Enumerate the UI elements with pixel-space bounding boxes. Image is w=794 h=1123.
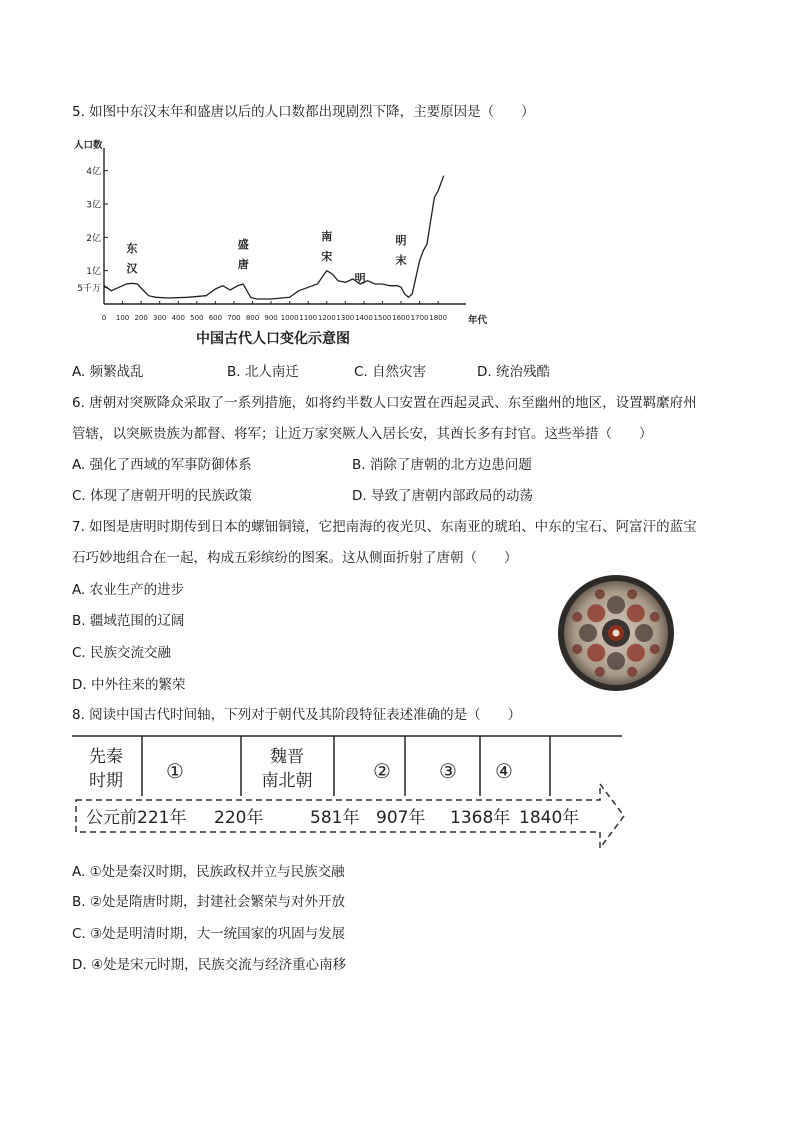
q8-stem: 8. 阅读中国古代时间轴，下列对于朝代及其阶段特征表述准确的是（ ） <box>72 707 522 723</box>
chart-annotation: 宋 <box>321 250 333 263</box>
x-tick-label: 1100 <box>299 314 318 322</box>
population-chart <box>68 134 488 344</box>
q8-option-a: A. ①处是秦汉时期，民族政权并立与民族交融 <box>72 864 345 880</box>
mirror-petal <box>572 644 582 654</box>
q7-option-d: D. 中外往来的繁荣 <box>72 677 186 693</box>
timeline-label-4: ④ <box>495 759 513 783</box>
x-tick-label: 800 <box>245 314 260 322</box>
q6-option-c: C. 体现了唐朝开明的民族政策 <box>72 488 253 504</box>
q5-option-d: D. 统治残酷 <box>477 364 550 380</box>
x-axis-label: 年代 <box>468 315 488 326</box>
x-tick-label: 300 <box>153 314 167 322</box>
timeline-label-pre-qin-2: 时期 <box>89 771 123 791</box>
x-tick-label: 100 <box>115 314 130 322</box>
y-tick-label: 5千万 <box>77 283 101 294</box>
chart-annotation: 东 <box>126 242 138 255</box>
timeline-year: 220年 <box>214 808 264 828</box>
mirror-image <box>557 574 675 692</box>
timeline <box>70 734 626 852</box>
mirror-petal <box>627 644 645 662</box>
mirror-petal <box>650 612 660 622</box>
y-tick-label: 2亿 <box>86 233 101 244</box>
mirror-petal <box>579 624 597 642</box>
q8-option-b: B. ②处是隋唐时期，封建社会繁荣与对外开放 <box>72 894 345 910</box>
timeline-year: 1368年 <box>450 808 511 828</box>
x-tick-label: 1500 <box>373 314 392 322</box>
q5-option-b: B. 北人南迁 <box>227 364 299 380</box>
timeline-label-3: ③ <box>439 759 457 783</box>
mirror-petal <box>635 624 653 642</box>
x-tick-label: 1600 <box>392 314 410 322</box>
timeline-year: 581年 <box>310 808 360 828</box>
q6-option-a: A. 强化了西域的军事防御体系 <box>72 457 252 473</box>
timeline-label-weijin: 魏晋 <box>270 747 304 767</box>
chart-annotation: 明 <box>354 272 366 285</box>
chart-title: 中国古代人口变化示意图 <box>196 331 350 347</box>
x-tick-label: 1200 <box>317 314 336 322</box>
q8-option-d: D. ④处是宋元时期，民族交流与经济重心南移 <box>72 957 347 973</box>
timeline-label-pre-qin: 先秦 <box>89 747 123 767</box>
q5-option-a: A. 频繁战乱 <box>72 364 144 380</box>
q7-option-a: A. 农业生产的进步 <box>72 582 185 598</box>
x-tick-label: 700 <box>227 314 241 322</box>
timeline-year: 907年 <box>376 808 426 828</box>
mirror-petal <box>627 667 637 677</box>
timeline-label-weijin-2: 南北朝 <box>261 771 313 791</box>
y-tick-label: 4亿 <box>86 167 101 178</box>
q7-stem-line2: 石巧妙地组合在一起，构成五彩缤纷的图案。这从侧面折射了唐朝（ ） <box>72 550 518 566</box>
timeline-year: 公元前221年 <box>86 808 187 828</box>
mirror-petal <box>572 612 582 622</box>
q6-option-d: D. 导致了唐朝内部政局的动荡 <box>352 488 533 504</box>
mirror-petal <box>587 604 605 622</box>
q7-option-b: B. 疆域范围的辽阔 <box>72 613 185 629</box>
mirror-petal <box>595 589 605 599</box>
chart-annotation: 明 <box>395 234 407 247</box>
q7-stem-line1: 7. 如图是唐明时期传到日本的螺钿铜镜，它把南海的夜光贝、东南亚的琥珀、中东的宝石、阿富汗的蓝宝 <box>72 519 697 535</box>
x-tick-label: 500 <box>190 314 204 322</box>
y-axis-label: 人口数 <box>74 140 103 151</box>
x-tick-label: 400 <box>171 314 185 322</box>
population-series-line <box>104 176 444 299</box>
x-tick-label: 1000 <box>280 314 299 322</box>
mirror-petal <box>607 596 625 614</box>
y-tick-label: 1亿 <box>86 267 101 278</box>
x-tick-label: 1800 <box>429 314 448 322</box>
mirror-petal <box>627 604 645 622</box>
x-tick-label: 200 <box>134 314 148 322</box>
x-tick-label: 1300 <box>336 314 355 322</box>
x-tick-label: 1700 <box>410 314 429 322</box>
y-tick-label: 3亿 <box>86 200 101 211</box>
chart-annotation: 末 <box>395 254 407 267</box>
timeline-year: 1840年 <box>519 808 580 828</box>
q7-option-c: C. 民族交流交融 <box>72 645 172 661</box>
mirror-petal <box>627 589 637 599</box>
mirror-petal <box>650 644 660 654</box>
x-tick-label: 0 <box>101 314 107 322</box>
q5-option-c: C. 自然灾害 <box>354 364 427 380</box>
chart-annotation: 盛 <box>237 238 249 251</box>
timeline-label-1: ① <box>166 759 184 783</box>
mirror-petal <box>607 652 625 670</box>
q6-stem-line1: 6. 唐朝对突厥降众采取了一系列措施，如将约半数人口安置在西起灵武、东至幽州的地区，设置羁縻府州 <box>72 395 697 411</box>
x-tick-label: 600 <box>208 314 223 322</box>
q6-stem-line2: 管辖，以突厥贵族为都督、将军；让近万家突厥人入居长安，其酋长多有封官。这些举措（ ） <box>72 426 653 442</box>
mirror-petal <box>587 644 605 662</box>
mirror-petal <box>595 667 605 677</box>
q8-option-c: C. ③处是明清时期，大一统国家的巩固与发展 <box>72 926 346 942</box>
q6-option-b: B. 消除了唐朝的北方边患问题 <box>352 457 532 473</box>
x-tick-label: 900 <box>264 314 278 322</box>
chart-annotation: 南 <box>321 230 333 243</box>
chart-annotation: 唐 <box>237 258 249 271</box>
x-tick-label: 1400 <box>354 314 373 322</box>
q5-stem: 5. 如图中东汉末年和盛唐以后的人口数都出现剧烈下降，主要原因是（ ） <box>72 104 535 120</box>
timeline-label-2: ② <box>373 759 391 783</box>
chart-annotation: 汉 <box>126 262 138 275</box>
